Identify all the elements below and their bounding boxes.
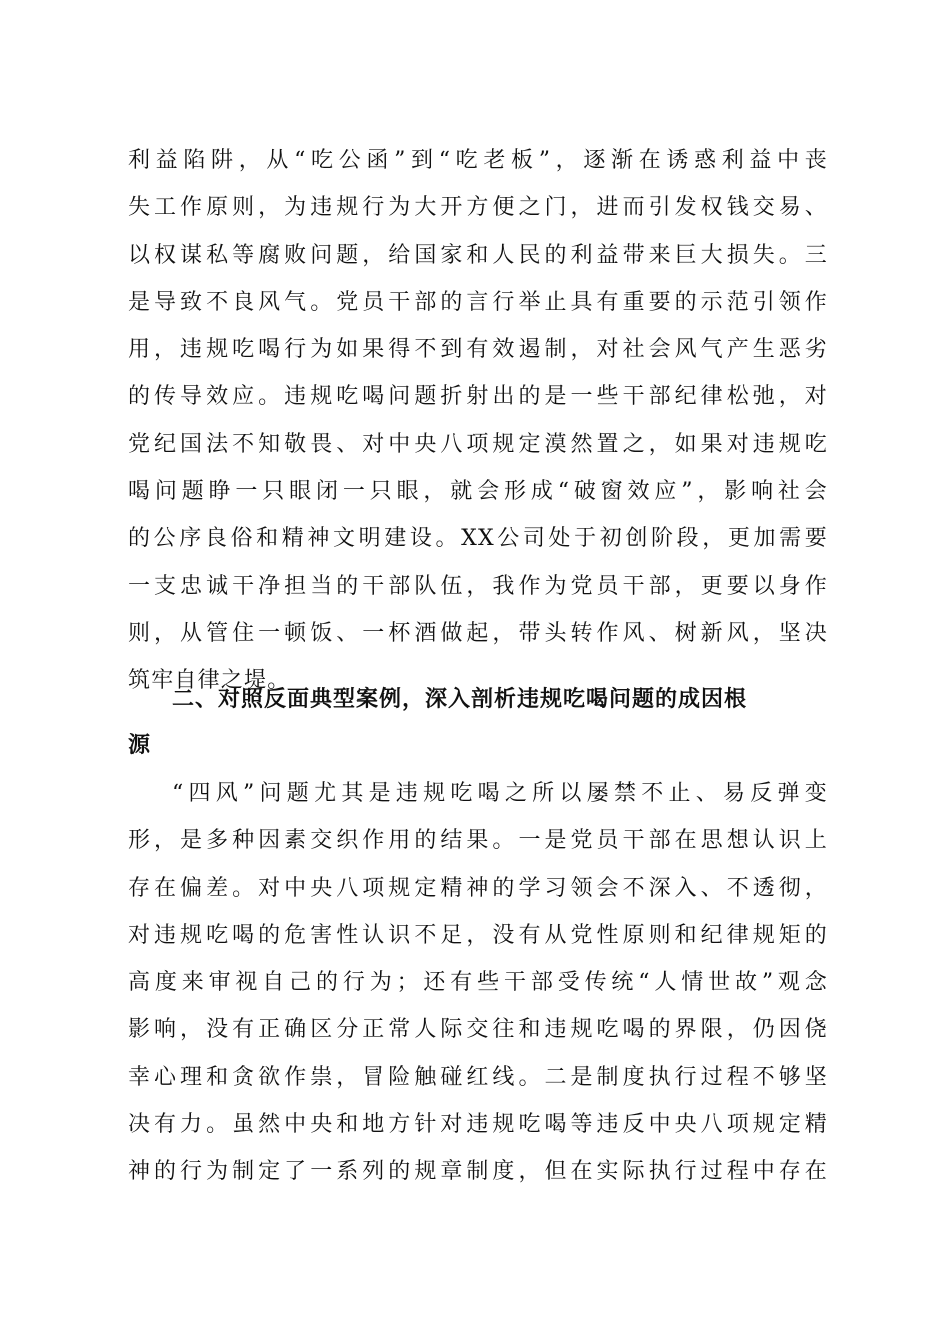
text-line: 形，是多种因素交织作用的结果。一是党员干部在思想认识上 xyxy=(128,828,828,854)
text-line: 利益陷阱，从“吃公函”到“吃老板”，逐渐在诱惑利益中丧 xyxy=(128,148,828,173)
text-line: 高度来审视自己的行为；还有些干部受传统“人情世故”观念 xyxy=(128,970,828,996)
text-line: 用，违规吃喝行为如果得不到有效遏制，对社会风气产生恶劣 xyxy=(128,337,828,363)
section-heading xyxy=(128,677,828,769)
text-line: 存在偏差。对中央八项规定精神的学习领会不深入、不透彻， xyxy=(128,875,828,901)
text-line: 的公序良俗和精神文明建设。XX公司处于初创阶段，更加需要 xyxy=(128,526,828,552)
text-line: 喝问题睁一只眼闭一只眼，就会形成“破窗效应”，影响社会 xyxy=(128,479,828,505)
text-line: 决有力。虽然中央和地方针对违规吃喝等违反中央八项规定精 xyxy=(128,1112,828,1138)
heading-line: 源 xyxy=(128,733,152,758)
text-line: 则，从管住一顿饭、一杯酒做起，带头转作风、树新风，坚决 xyxy=(128,620,828,646)
text-line: 影响，没有正确区分正常人际交往和违规吃喝的界限，仍因侥 xyxy=(128,1017,828,1043)
paragraph-causes xyxy=(128,770,828,1196)
text-line: 对违规吃喝的危害性认识不足，没有从党性原则和纪律规矩的 xyxy=(128,922,828,948)
text-line: 党纪国法不知敬畏、对中央八项规定漠然置之，如果对违规吃 xyxy=(128,431,828,457)
text-line: 神的行为制定了一系列的规章制度，但在实际执行过程中存在 xyxy=(128,1159,828,1185)
heading-line: 二、对照反面典型案例，深入剖析违规吃喝问题的成因根 xyxy=(172,687,748,712)
text-line: 的传导效应。违规吃喝问题折射出的是一些干部纪律松弛，对 xyxy=(128,384,828,410)
text-line: 是导致不良风气。党员干部的言行举止具有重要的示范引领作 xyxy=(128,289,828,315)
text-line: 以权谋私等腐败问题，给国家和人民的利益带来巨大损失。三 xyxy=(128,242,828,268)
text-line: 筑牢自律之堤。 xyxy=(128,668,291,694)
text-line: “四风”问题尤其是违规吃喝之所以屡禁不止、易反弹变 xyxy=(172,781,828,806)
text-line: 幸心理和贪欲作祟，冒险触碰红线。二是制度执行过程不够坚 xyxy=(128,1064,828,1090)
text-line: 失工作原则，为违规行为大开方便之门，进而引发权钱交易、 xyxy=(128,195,828,221)
paragraph-impact xyxy=(128,137,828,705)
text-line: 一支忠诚干净担当的干部队伍，我作为党员干部，更要以身作 xyxy=(128,573,828,599)
